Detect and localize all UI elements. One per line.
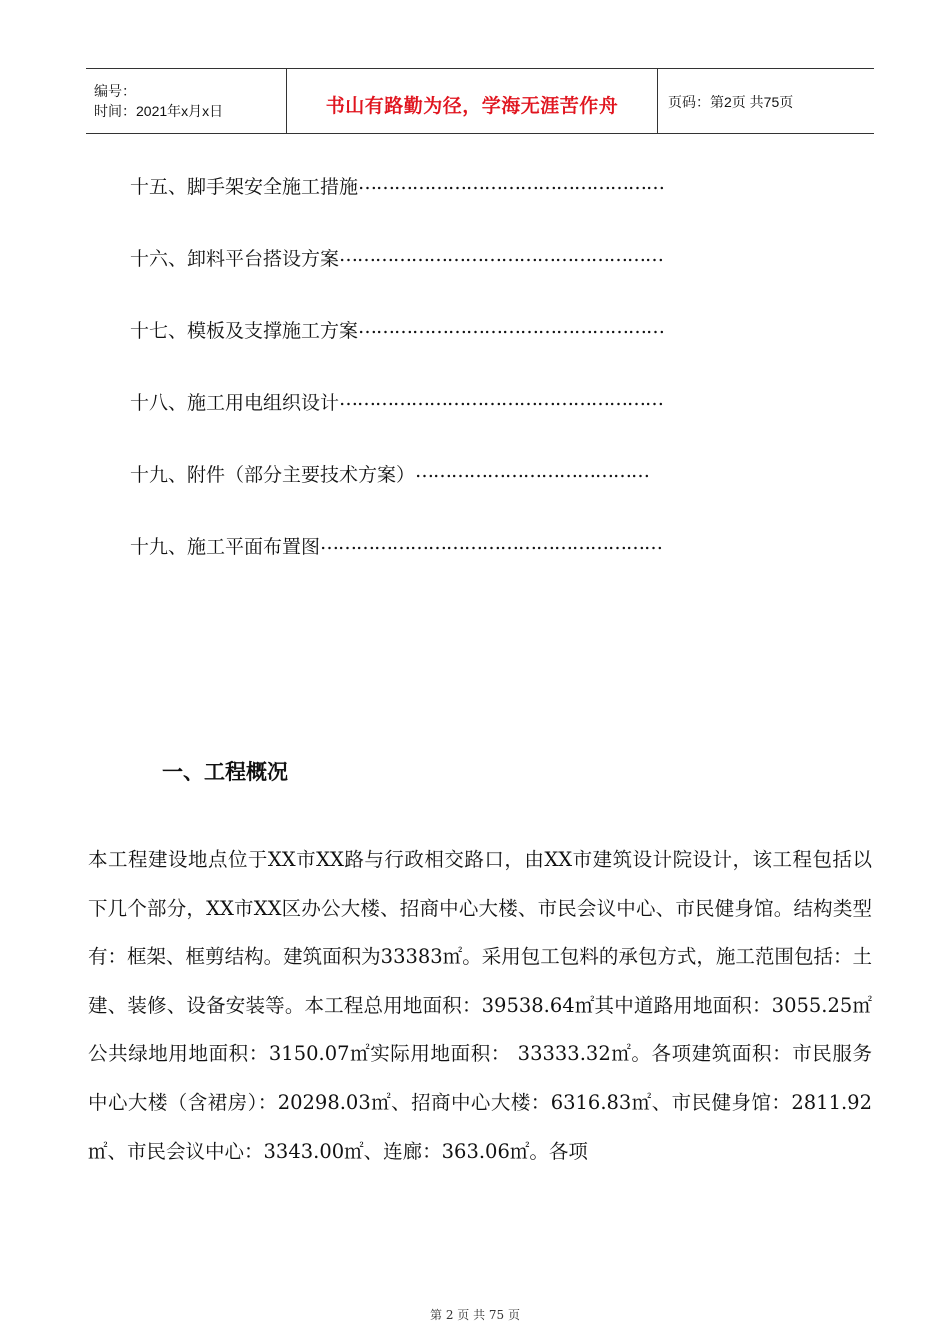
header-page-info: 页码：第2页 共75页: [668, 94, 794, 110]
table-of-contents: [130, 172, 770, 604]
body-paragraph: 本工程建设地点位于XX市XX路与行政相交路口，由XX市建筑设计院设计，该工程包括以下几个部分，XX市XX区办公大楼、招商中心大楼、市民会议中心、市民健身馆。结构类型有：框架、框剪结构。建筑面积为33383㎡。采用包工包料的承包方式，施工范围包括：土建、装修、设备安装等。本工程总用地面积：39538.64㎡其中道路用地面积：3055.25㎡公共绿地用地面积：3150.07㎡实际用地面积： 33333.32㎡。各项建筑面积：市民服务中心大楼（含裙房）：20298.03㎡、招商中心大楼：6316.83㎡、市民健身馆：2811.92㎡、市民会议中心：3343.00㎡、连廊：363.06㎡。各项: [88, 848, 872, 1163]
motto-text: 书山有路勤为径，学海无涯苦作舟: [325, 94, 619, 117]
toc-item[interactable]: [130, 244, 770, 316]
toc-leader-dots: …………………………………………………: [320, 532, 663, 554]
toc-item-title: 十五、脚手架安全施工措施: [130, 176, 359, 198]
number-label: 编号：: [94, 83, 136, 99]
time-label: 时间：2021年x月x日: [94, 103, 224, 119]
toc-leader-dots: ……………………………………………: [358, 316, 665, 338]
section-title: 一、工程概况: [162, 760, 288, 784]
toc-leader-dots: ………………………………………………: [339, 388, 664, 410]
toc-item-title: 十八、施工用电组织设计: [130, 392, 340, 414]
toc-item-title: 十六、卸料平台搭设方案: [130, 248, 340, 270]
toc-leader-dots: ……………………………………………: [358, 172, 665, 194]
page-footer: 第 2 页 共 75 页: [430, 1308, 520, 1322]
toc-leader-dots: ………………………………………………: [339, 244, 664, 266]
header-page-cell: [658, 69, 874, 133]
header-left-cell: [86, 69, 286, 133]
toc-item[interactable]: [130, 532, 770, 604]
toc-item[interactable]: [130, 316, 770, 388]
toc-item[interactable]: [130, 172, 770, 244]
toc-item[interactable]: [130, 460, 770, 532]
toc-item-title: 十九、附件（部分主要技术方案）: [130, 464, 416, 486]
toc-item-title: 十七、模板及支撑施工方案: [130, 320, 359, 342]
toc-item-title: 十九、施工平面布置图: [130, 536, 321, 558]
page-header: [86, 68, 874, 134]
toc-item[interactable]: [130, 388, 770, 460]
header-motto-cell: [286, 69, 658, 133]
toc-leader-dots: …………………………………: [415, 460, 650, 482]
